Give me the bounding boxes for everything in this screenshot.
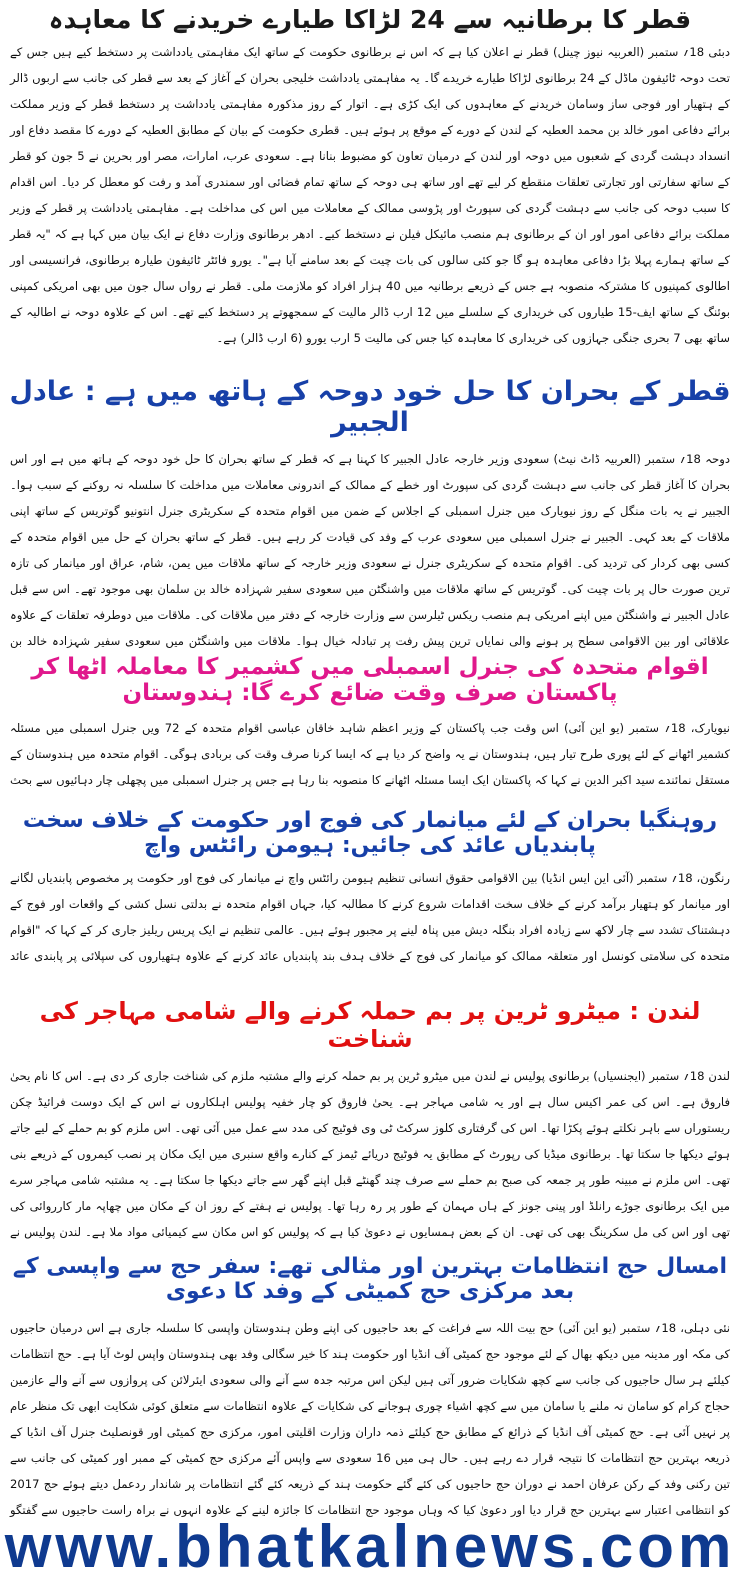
- article-hajj: [0, 1226, 740, 1516]
- article-kashmir-un: [0, 642, 740, 792]
- headline-hajj: امسال حج انتظامات بہترین اور مثالی تھے: سفر حج سے واپسی کے بعد مرکزی حج کمیٹی کے وفد کا دعوی: [12, 1254, 728, 1305]
- article-qatar-crisis: [0, 362, 740, 649]
- article-london-metro: [0, 972, 740, 1240]
- article-body-hajj: نئی دہلی، 18؍ ستمبر (یو این آئی) حج بیت اللہ سے فراغت کے بعد حاجیوں کی اپنے وطن ہندوستان واپسی کا سلسلہ جاری ہے اس درمیان حاجیوں کی مکہ اور مدینہ میں دیکھ بھال کے لئے موجود حج کمیٹی آف انڈیا اور حکومت ہند کا خیر سگالی وفد بھی ہندوستان واپس لوٹ آیا ہے۔ حج انتظامات کیلئے ہر سال حاجیوں کی جانب سے کچھ شکایات ضرور آتی ہیں لیکن اس مرتبہ جدہ سے آنے والی سعودی ایئرلائن کی پروازوں سے آنے والے عازمین حجاج کرام کو سامان نہ ملنے یا سامان میں سے کچھ اشیاء چوری ہوجانے کی شکایات کے علاوہ انتظامات سے متعلق کوئی شکایت ابھی تک منظر عام پر نہیں آئی ہے۔ حج کمیٹی آف انڈیا کے ذرائع کے مطابق حج کیلئے ذمہ داران وزارت اقلیتی امور، مرکزی حج کمیٹی اور قونصلیٹ جنرل آف انڈیا کے ذریعہ بہترین حج انتظامات کا نتیجہ قرار دے رہے ہیں۔ حال ہی میں 16 سعودی سے واپس آئے مرکزی حج کمیٹی کے ممبر اور کمیٹی کی جانب سے تین رکنی وفد کے رکن عرفان احمد نے دوران حج حاجیوں کی کئے گئے حکومت ہند کے ذریعہ کئے گئے انتظامات پر شاندار ردعمل دیتے ہوئے حج 2017 کو انتظامی اعتبار سے بہترین حج قرار دیا اور دعویٰ کیا کہ وہاں موجود حج انتظامات کا جائزہ لینے کے علاوہ انہوں نے براہ راست حاجیوں سے گفتگو: [10, 1320, 731, 1517]
- headline-rohingya: روہنگیا بحران کے لئے میانمار کی فوج اور حکومت کے خلاف سخت پابندیاں عائد کی جائیں: ہیومن رائٹس واچ: [22, 808, 718, 859]
- article-body-kashmir-un: نیویارک، 18؍ ستمبر (یو این آئی) اس وقت جب پاکستان کے وزیر اعظم شاہد خاقان عباسی اقوام متحدہ کے 72 ویں جنرل اسمبلی میں مسئلہ کشمیر اٹھانے کے لئے پوری طرح تیار ہیں، ہندوستان نے یہ واضح کر دیا ہے کہ ایسا کرنا صرف وقت کی بربادی ہوگی۔ اقوام متحدہ میں ہندوستان کے مستقل نمائندے سید اکبر الدین نے کہا کہ پاکستان ایک ایسا مسئلہ اٹھانے کا منصوبہ بنا رہا ہے جس پر جنرل اسمبلی میں پچھلی چار دہائیوں سے بحث: [10, 720, 730, 787]
- article-rohingya: [0, 792, 740, 972]
- article-qatar-jets: [0, 0, 740, 362]
- headline-kashmir-un: اقوام متحدہ کی جنرل اسمبلی میں کشمیر کا معاملہ اٹھا کر پاکستان صرف وقت ضائع کرے گا: ہندوستان: [31, 654, 709, 707]
- site-url[interactable]: www.bhatkalnews.com: [4, 1512, 736, 1580]
- headline-london-metro: لندن : میٹرو ٹرین پر بم حملہ کرنے والے شامی مہاجر کی شناخت: [39, 997, 701, 1053]
- footer-banner: [0, 1512, 740, 1580]
- article-body-rohingya: رنگون، 18؍ ستمبر (آئی این ایس انڈیا) بین الاقوامی حقوق انسانی تنظیم ہیومن رائٹس واچ نے میانمار کی فوج اور حکومت پر مخصوص پابندیاں لگانے اور میانمار کو ہتھیار برآمد کرنے کے خلاف سخت اقدامات شروع کرنے کا مطالبہ کیا، جہاں اقوام متحدہ نے بدلتی نسل کشی کے واقعات اور فوج کے دہشتناک تشدد سے چار لاکھ سے زیادہ افراد بنگلہ دیش میں پناہ لینے پر مجبور ہوئے ہیں۔ عالمی تنظیم نے ایک پریس ریلیز جاری کر کے کہا کہ "اقوام متحدہ کی سلامتی کونسل اور متعلقہ ممالک کو میانمار کی فوج کے خلاف ہدف بند پابندیاں عائد کرنے کے علاوہ ہتھیاروں کی سپلائی پر پابندی عائد: [10, 870, 730, 963]
- article-body-qatar-jets: دبئی 18؍ ستمبر (العربیہ نیوز چینل) قطر نے اعلان کیا ہے کہ اس نے برطانوی حکومت کے ساتھ ایک مفاہمتی یادداشت پر دستخط کیے ہیں جس کے تحت دوحہ ٹائیفون ماڈل کے 24 برطانوی لڑاکا طیارے خریدے گا۔ یہ مفاہمتی یادداشت خلیجی بحران کے آغاز کے بعد سے قطر کی جانب سے اربوں ڈالر کے ہتھیار اور فوجی ساز وسامان خریدنے کے معاہدوں کی ایک کڑی ہے۔ اتوار کے روز مذکورہ مفاہمتی یادداشت پر دستخط قطر کے وزیر مملکت برائے دفاعی امور خالد بن محمد العطیہ کے لندن کے دورے کے موقع پر ہوئے ہیں۔ قطری حکومت کے بیان کے مطابق العطیہ کے دورے کا مقصد دفاع اور انسداد دہشت گردی کے شعبوں میں دوحہ اور لندن کے درمیان تعاون کو مضبوط بنانا ہے۔ سعودی عرب، امارات، مصر اور بحرین نے 5 جون کو قطر کے ساتھ سفارتی اور تجارتی تعلقات منقطع کر لیے تھے اور ساتھ ہی دوحہ کے ساتھ تمام فضائی اور سمندری آمد و رفت کو معطل کر دیا۔ اس اقدام کا سبب دوحہ کی جانب سے دہشت گردی کی سپورٹ اور پڑوسی ممالک کے معاملات میں اس کی مداخلت ہے۔ مفاہمتی یادداشت پر قطر کے وزیر مملکت برائے دفاعی امور اور ان کے برطانوی ہم منصب مائیکل فیلن نے دستخط کیے۔ ادھر برطانوی وزارت دفاع نے ایک بیان میں کہا ہے کہ "یہ قطر کے ساتھ ہمارے پہلا بڑا دفاعی معاہدہ ہو گا جو کئی سالوں کی بات چیت کے بعد سامنے آیا ہے"۔ یورو فائٹر ٹائیفون طیارہ برطانوی، فرانسیسی اور اطالوی کمپنیوں کا مشترکہ منصوبہ ہے جس کے ذریعے برطانیہ میں 40 ہزار افراد کو ملازمت ملی۔ قطر نے رواں سال جون میں بھی امریکی کمپنی بوئنگ کے ساتھ ایف-15 طیاروں کی خریداری کے سلسلے میں 12 ارب ڈالر مالیت کے سمجھوتے پر دستخط کیے تھے۔ اس کے علاوہ دوحہ نے اطالیہ کے ساتھ بھی 7 بحری جنگی جہازوں کی خریداری کا معاہدہ کیا جس کی مالیت 5 ارب یورو (6 ارب ڈالر) ہے۔: [10, 44, 730, 345]
- headline-qatar-jets: قطر کا برطانیہ سے 24 لڑاکا طیارے خریدنے کا معاہدہ: [48, 5, 692, 34]
- headline-qatar-crisis: قطر کے بحران کا حل خود دوحہ کے ہاتھ میں ہے : عادل الجبیر: [9, 376, 731, 439]
- article-body-london-metro: لندن 18؍ ستمبر (ایجنسیاں) برطانوی پولیس نے لندن میں میٹرو ٹرین پر بم حملہ کرنے والے مشتبہ ملزم کی شناخت جاری کر دی ہے۔ اس کا نام یحیٰ فاروق ہے۔ اس کی عمر اکیس سال ہے اور یہ شامی مہاجر ہے۔ یحیٰ فاروق کو چار خفیہ پولیس اہلکاروں نے اس کے ایک دوست فرائیڈ چکن ریستوراں سے باہر نکلتے ہوئے پکڑا تھا۔ اس کی گرفتاری کلوز سرکٹ ٹی وی فوٹیج کی مدد سے عمل میں آئی تھی۔ اس ملزم کو بم حملے کے لیے جاتے ہوئے دیکھا جا سکتا تھا۔ برطانوی میڈیا کی رپورٹ کے مطابق یہ فوٹیج دریائے ٹیمز کے کنارے واقع سنبری میں ایک مکان پر نصب کیمروں کے ذریعے بنی تھی۔ اس ملزم نے مبینہ طور پر جمعہ کی صبح بم حملے سے صرف چند گھنٹے قبل اپنے گھر سے جاتے دیکھا جا سکتا ہے۔ یہ مشتبہ شامی مہاجر سرے میں ایک برطانوی جوڑے رانلڈ اور پینی جونز کے ہاں مہمان کے طور پر رہ رہا تھا۔ پولیس نے ہفتے کے روز ان کے مکان میں چھاپہ مار کارروائی کی تھی اور اس کی مل سکرینگ بھی کی تھی۔ ان کے بعض ہمسایوں نے دعویٰ کیا ہے کہ پولیس کو اس مکان سے کیمیائی مواد ملا ہے۔ لندن پولیس نے: [10, 1069, 730, 1240]
- article-body-qatar-crisis: دوحہ 18؍ ستمبر (العربیہ ڈاٹ نیٹ) سعودی وزیر خارجہ عادل الجبیر کا کہنا ہے کہ قطر کے ساتھ بحران کا حل خود دوحہ کے ہاتھ میں ہے اور اس بحران کا آغاز قطر کی جانب سے دہشت گردی کی سپورٹ اور خطے کے ممالک کے اندرونی معاملات میں مداخلت کا سلسلہ نہ روکنے کے سبب ہوا۔ الجبیر نے یہ بات منگل کے روز نیویارک میں جنرل اسمبلی کے اجلاس کے ضمن میں اقوام متحدہ کے سکریٹری جنرل انتونیو گوتریس کے ساتھ اپنی ملاقات کے بعد کہی۔ الجبیر نے جنرل اسمبلی میں سعودی عرب کے وفد کی قیادت کر رہے ہیں۔ قطر کے ساتھ بحران کے حل میں اقوام متحدہ کے کسی بھی کردار کی تردید کی۔ اقوام متحدہ کے سکریٹری جنرل نے سعودی وزیر خارجہ کے ساتھ ملاقات میں یمن، شام، عراق اور میانمار کی تازہ ترین صورت حال پر بات چیت کی۔ گوتریس کے ساتھ ملاقات میں واشنگٹن میں سعودی سفیر شہزادہ خالد بن سلمان بھی موجود تھے۔ اس سے قبل عادل الجبیر نے واشنگٹن میں اپنے امریکی ہم منصب ریکس ٹیلرسن سے وزارت خارجہ کے دفتر میں ملاقات کی۔ ملاقات میں دوطرفہ تعلقات کے علاوہ علاقائی اور بین الاقوامی سطح پر ہونے والی نمایاں ترین پیش رفت پر تبادلہ خیال ہوا۔ ملاقات میں واشنگٹن میں سعودی سفیر شہزادہ خالد بن: [10, 452, 730, 649]
